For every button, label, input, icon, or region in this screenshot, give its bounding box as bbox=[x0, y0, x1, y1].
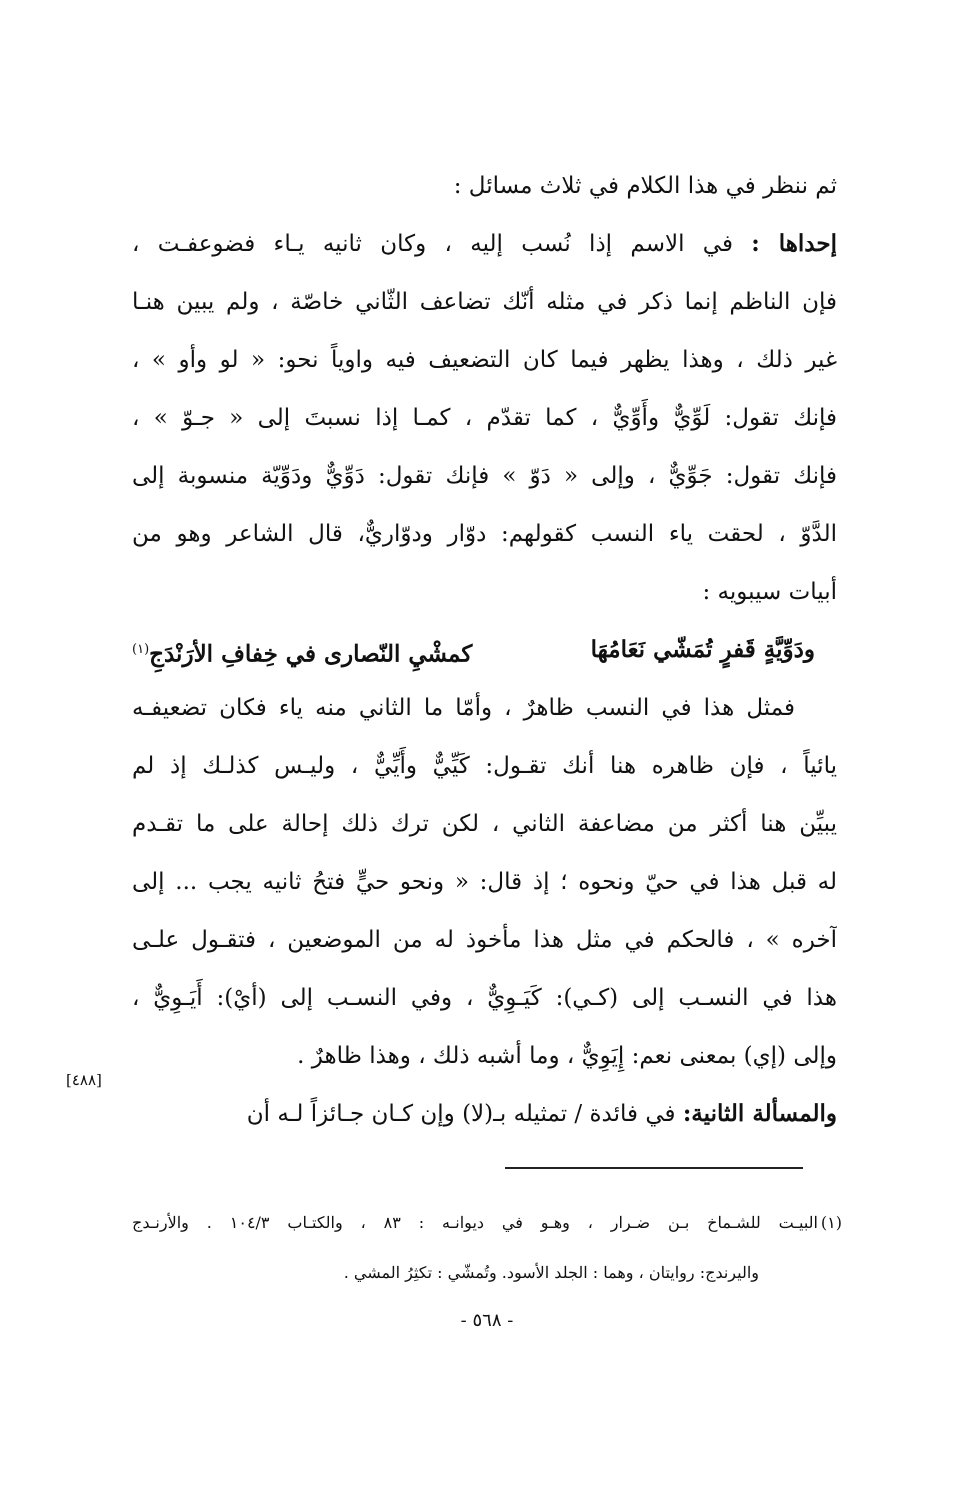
text-line: الدَّوّ ، لحقت ياء النسب كقولهم: دوّار ودوّاريٌّ، قال الشاعر وهو من bbox=[132, 521, 837, 547]
text-line: فإنك تقول: جَوِّيٌّ ، وإلى « دَوّ » فإنك تقول: دَوِّيٌّ ودَوِّيّة منسوبة إلى bbox=[132, 463, 837, 489]
text-line-rest: في فائدة / تمثيله بـ(لا) وإن كـان جـائزاً لـه أن bbox=[246, 1101, 676, 1127]
text-line: يبيِّن هنا أكثر من مضاعفة الثاني ، لكن ترك ذلك إحالة على ما تقـدم bbox=[132, 811, 837, 837]
text-line: هذا في النسـب إلى (كـي): كَيَـوِيٌّ ، وفي النسـب إلى (أيْ): أَيَـوِيٌّ ، bbox=[132, 985, 837, 1011]
footnote-ref: (١) bbox=[132, 642, 150, 657]
section-heading: إحداها : bbox=[751, 230, 837, 257]
text-line: ثم ننظر في هذا الكلام في ثلاث مسائل : bbox=[453, 173, 837, 199]
footnote-line: البيـت للشـماخ بـن ضـرار ، وهـو في ديوانـه : ٨٣ ، والكتـاب ١٠٤/٣ . والأرنـدج bbox=[132, 1213, 819, 1232]
text-line: آخره » ، فالحكم في مثل هذا مأخوذ له من الموضعين ، فتقـول علـى bbox=[132, 927, 837, 953]
text-line-last bbox=[132, 1085, 837, 1143]
poetry-verse bbox=[132, 621, 837, 679]
text-line: أبيات سيبويه : bbox=[702, 579, 837, 605]
verse-hemistich-2-text: كمشْيِ النّصارى في خِفافِ الأرَنْدَجِ bbox=[149, 640, 473, 668]
margin-folio-ref: [٤٨٨] bbox=[66, 1071, 102, 1089]
text-line: غير ذلك ، وهذا يظهر فيما كان التضعيف فيه واوياً نحو: « لو وأو » ، bbox=[132, 347, 837, 373]
page-number: - ٥٦٨ - bbox=[460, 1310, 514, 1331]
text-line: فمثل هذا في النسب ظاهرٌ ، وأمّا ما الثاني منه ياء فكان تضعيفـه bbox=[132, 695, 795, 721]
main-text bbox=[132, 157, 837, 1143]
text-line: فإنك تقول: لَوِّيٌّ وأَوِّيٌّ ، كما تقدّم ، كمـا إذا نسبتَ إلى « جـوّ » ، bbox=[132, 405, 837, 431]
text-line: له قبل هذا في حيّ ونحوه ؛ إذ قال: « ونحو حيٍّ فتحُ ثانيه يجب ... إلى bbox=[132, 869, 837, 895]
text-line: فإن الناظم إنما ذكر في مثله أنّك تضاعف الثّاني خاصّة ، ولم يبين هنـا bbox=[132, 289, 837, 315]
text-line: يائياً ، فإن ظاهره هنا أنك تقـول: كَيِّيٌّ وأَيِّيٌّ ، وليـس كذلـك إذ لم bbox=[132, 753, 837, 779]
footnote-divider bbox=[505, 1167, 803, 1169]
text-line: إحداها : في الاسم إذا نُسب إليه ، وكان ثانيه يـاء فضوعفـت ، bbox=[132, 230, 837, 257]
footnote-line: واليرندج: روايتان ، وهما : الجلد الأسود. وتُمشّي : تكثِرُ المشي . bbox=[343, 1263, 759, 1282]
footnote-number: (١) bbox=[820, 1213, 842, 1232]
verse-hemistich-2 bbox=[132, 621, 472, 684]
section-heading: والمسألة الثانية: bbox=[682, 1100, 837, 1127]
text-line: وإلى (إي) بمعنى نعم: إِيَوِيٌّ ، وما أشبه ذلك ، وهذا ظاهرٌ . bbox=[297, 1043, 837, 1069]
text-line-bold-start bbox=[132, 215, 837, 273]
verse-hemistich-1: ودَوِّيَّةٍ قَفرٍ تُمَشّي نَعَامُهَا bbox=[590, 636, 815, 663]
